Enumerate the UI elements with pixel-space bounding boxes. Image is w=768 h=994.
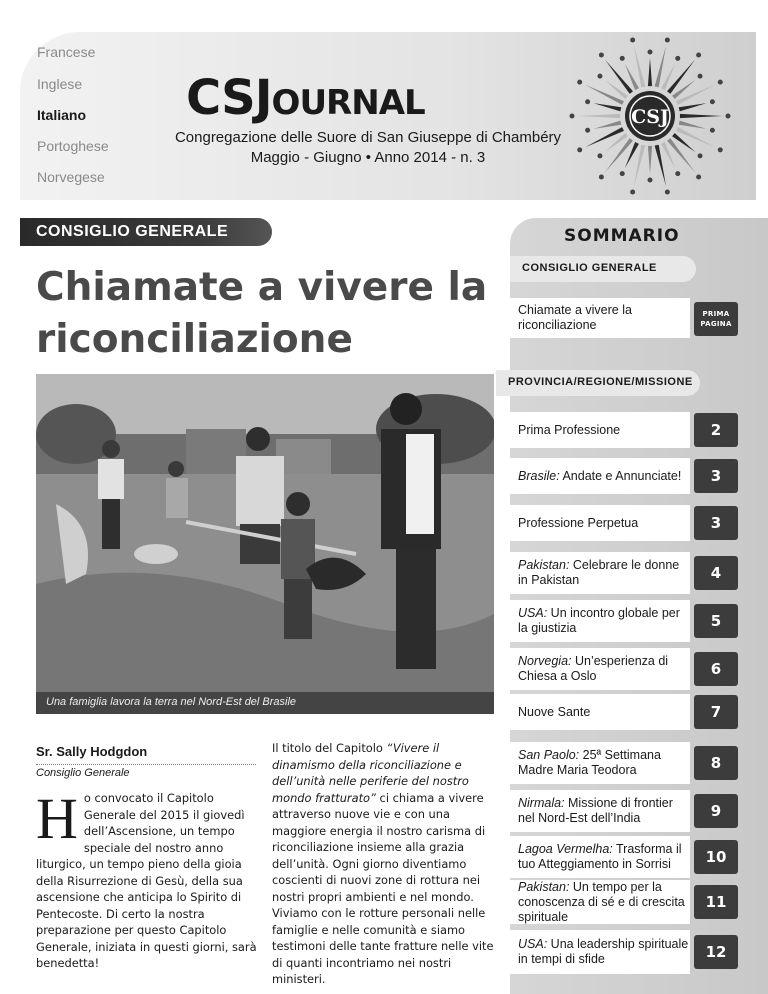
toc-item-title: Celebrare le donne in Pakistan: [518, 558, 680, 587]
toc-item-title: Andate e Annunciate!: [559, 468, 682, 483]
masthead-subtitle: [163, 128, 573, 168]
logo-monogram: CSJ: [631, 106, 669, 128]
toc-item[interactable]: [510, 880, 690, 924]
toc-item-text: [518, 558, 690, 588]
chapter-title-quote: “Vivere il dinamismo della riconciliazione e dell’unità nelle periferie del nostro mondo fratturato”: [272, 741, 469, 805]
toc-page-number[interactable]: 10: [694, 840, 738, 874]
toc-item-text: [518, 842, 690, 872]
congregation-name: Congregazione delle Suore di San Giuseppe di Chambéry: [174, 129, 562, 146]
article-body-2-intro: Il titolo del Capitolo: [272, 741, 387, 755]
toc-item-title: Trasforma il tuo Atteggiamento in Sorrisi: [518, 842, 682, 871]
journal-title-ournal: OURNAL: [271, 83, 425, 123]
toc-page-number[interactable]: 3: [694, 459, 738, 493]
article-column-2: [272, 740, 498, 988]
toc-item-text: [518, 516, 638, 531]
toc-item-title: Professione Perpetua: [518, 515, 639, 530]
toc-item-location: Pakistan:: [518, 558, 570, 572]
toc-item[interactable]: [510, 694, 690, 730]
section-banner: CONSIGLIO GENERALE: [20, 218, 272, 246]
toc-item-title: Prima Professione: [518, 422, 621, 437]
toc-page-front-line2: PAGINA: [700, 320, 732, 328]
toc-item-location: San Paolo:: [518, 748, 580, 762]
article-headline: Chiamate a vivere la riconciliazione: [36, 265, 488, 362]
toc-item-location: Lagoa Vermelha:: [518, 842, 613, 856]
toc-item-text: [518, 705, 590, 720]
toc-item-text: [518, 748, 690, 778]
article-column-1: [36, 786, 268, 972]
journal-title: [186, 70, 425, 126]
toc-item-title: Missione di frontier nel Nord-Est dell’India: [518, 796, 673, 825]
toc-item-title: Un tempo per la conoscenza di sé e di crescita spirituale: [518, 879, 685, 924]
drop-cap: H: [36, 786, 78, 851]
toc-item-text: [518, 654, 690, 684]
family-farming-photo: [36, 374, 494, 692]
journal-title-cs: CS: [186, 70, 255, 126]
article-body-2: ci chiama a vivere attraverso nuove vie e con una maggiore energia il nostro carisma di riconciliazione insieme alla grazia dell’unità. Ogni giorno diventiamo coscienti di nuovi zone di rottura nei nostri propri ambienti e nel mondo. Viviamo con le rotture personali nelle famiglie e nelle comunità e siamo testimoni delle tante fratture nelle vite di quanti incontriamo nei nostri ministeri.: [272, 790, 494, 986]
language-link-english[interactable]: Inglese: [37, 76, 83, 92]
toc-item-text: [518, 606, 690, 636]
toc-item-location: Nirmala:: [518, 796, 565, 810]
toc-item-title: Una leadership spirituale in tempi di sfide: [518, 937, 689, 966]
article-photo: [36, 374, 494, 692]
toc-item[interactable]: [510, 648, 690, 690]
toc-item-location: USA:: [518, 937, 548, 951]
toc-page-number[interactable]: 9: [694, 794, 738, 828]
toc-page-number[interactable]: 11: [694, 885, 738, 919]
toc-page-front-line1: PRIMA: [702, 310, 730, 318]
toc-item-location: Pakistan:: [518, 879, 570, 894]
toc-page-number[interactable]: 12: [694, 935, 738, 969]
toc-item[interactable]: [510, 600, 690, 642]
article-body-1: o convocato il Capitolo Generale del 2015 il giovedì dell’Ascensione, un tempo speciale del nostro anno liturgico, un tempo pieno della gioia della Risurrezione di Gesù, della sua ascensione che anticipa lo Spirito di Pentecoste. Di certo la nostra preparazione per questo Capitolo Generale, iniziata in questi giorni, sarà benedetta!: [36, 791, 257, 970]
photo-caption: Una famiglia lavora la terra nel Nord-Est del Brasile: [36, 692, 494, 714]
toc-item[interactable]: [510, 836, 690, 878]
toc-item[interactable]: [510, 505, 690, 541]
toc-page-number[interactable]: 2: [694, 413, 738, 447]
toc-page-number[interactable]: 8: [694, 746, 738, 780]
toc-title: SOMMARIO: [564, 226, 680, 246]
issue-date: Maggio - Giugno • Anno 2014 - n. 3: [250, 149, 486, 166]
toc-item[interactable]: [510, 552, 690, 594]
toc-section-general-council: CONSIGLIO GENERALE: [510, 256, 696, 282]
toc-item-location: USA:: [518, 606, 548, 620]
toc-item-text: [518, 469, 681, 484]
language-link-french[interactable]: Francese: [37, 44, 96, 60]
toc-item-title: Un’esperienza di Chiesa a Oslo: [518, 654, 669, 683]
toc-item-text: [518, 937, 690, 967]
toc-page-number[interactable]: 6: [694, 652, 738, 686]
language-link-norwegian[interactable]: Norvegese: [37, 169, 105, 185]
toc-item-front-page[interactable]: [510, 298, 690, 338]
toc-item-title: Nuove Sante: [518, 704, 591, 719]
author-role: Consiglio Generale: [36, 764, 256, 779]
toc-item-location: Brasile:: [518, 468, 560, 483]
journal-title-j: J: [254, 70, 272, 126]
toc-page-number[interactable]: 5: [694, 604, 738, 638]
toc-item-title: Un incontro globale per la giustizia: [518, 606, 680, 635]
toc-item-title: 25ª Settimana Madre Maria Teodora: [518, 748, 661, 777]
toc-item[interactable]: [510, 930, 690, 974]
toc-item-title: Chiamate a vivere la riconciliazione: [518, 303, 632, 332]
csj-sunburst-logo: [555, 34, 745, 198]
language-link-portuguese[interactable]: Portoghese: [37, 138, 109, 154]
toc-page-number[interactable]: 7: [694, 695, 738, 729]
toc-item[interactable]: [510, 742, 690, 784]
author-name: Sr. Sally Hodgdon: [36, 744, 148, 759]
toc-item[interactable]: [510, 458, 690, 494]
toc-section-province: PROVINCIA/REGIONE/MISSIONE: [496, 370, 700, 396]
toc-item-location: Norvegia:: [518, 654, 572, 668]
toc-item[interactable]: [510, 790, 690, 832]
toc-item-text: [518, 796, 690, 826]
language-link-italian[interactable]: Italiano: [37, 107, 87, 123]
toc-item[interactable]: [510, 412, 690, 448]
toc-page-front[interactable]: [694, 302, 738, 336]
toc-page-number[interactable]: 4: [694, 556, 738, 590]
toc-page-number[interactable]: 3: [694, 506, 738, 540]
toc-item-text: [518, 880, 690, 925]
toc-item-text: [518, 423, 620, 438]
